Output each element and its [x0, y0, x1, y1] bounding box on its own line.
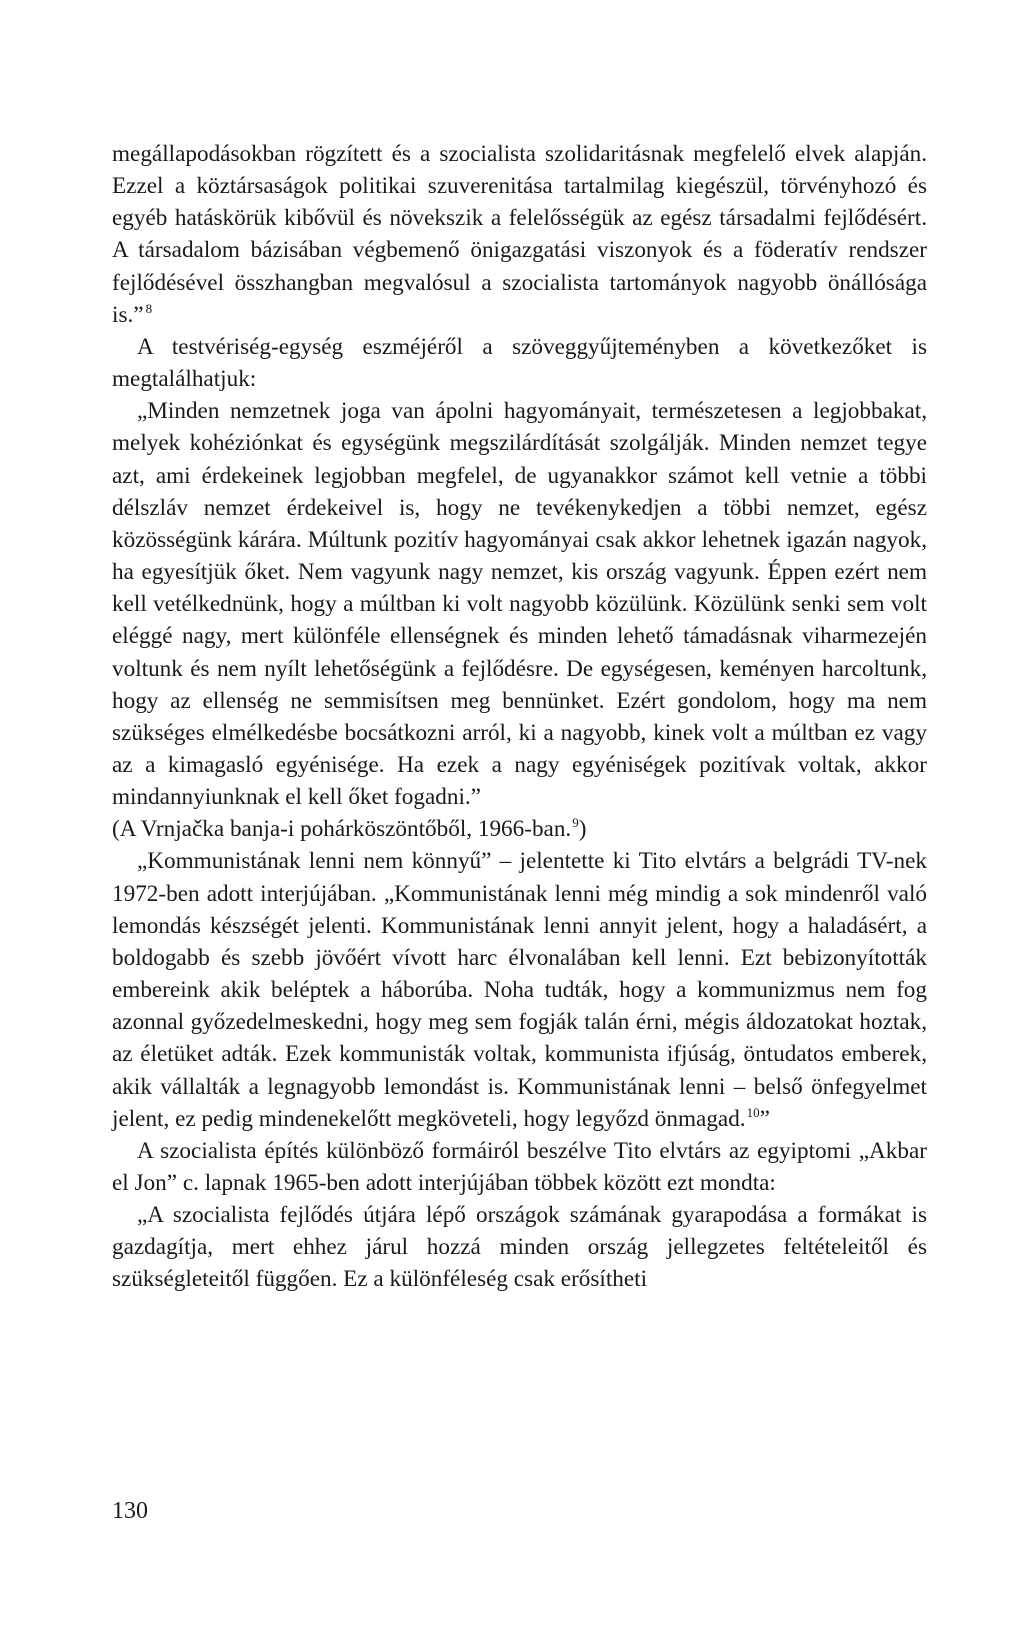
footnote-marker: 8 [145, 300, 153, 316]
citation-text: (A Vrnjačka banja-i pohárköszöntőből, 1966-ban. [112, 816, 572, 843]
paragraph-quote-kommunista [112, 845, 927, 1134]
body-text [112, 138, 927, 1296]
paragraph-quote-nemzet [112, 395, 927, 813]
citation-close: ) [578, 816, 587, 843]
paragraph-text: A szocialista építés különböző formáiról beszélve Tito elvtárs az egyiptomi „Akbar el Jon” c. lapnak 1965-ben adott interjújában többek között ezt mondta: [112, 1137, 927, 1196]
footnote-marker: 9 [572, 815, 579, 831]
page-number: 130 [112, 1498, 148, 1524]
paragraph-szocialista-epites [112, 1135, 927, 1199]
paragraph-text: A testvériség-egység eszméjéről a szöveggyűjteményben a következőket is megtalálhatjuk: [112, 333, 927, 393]
footnote-marker: 10 [746, 1104, 760, 1120]
quote-close: ” [759, 1105, 770, 1132]
paragraph-continuation [112, 138, 927, 331]
paragraph-text: „Minden nemzetnek joga van ápolni hagyományait, természetesen a legjobbakat, melyek kohéziónkat és egységünk megszilárdítását szolgálják. Minden nemzet tegye azt, ami érdekeinek legjobban megfelel, de ugyanakkor számot kell vetnie a többi délszláv nemzet érdekeivel is, hogy ne tevékenykedjen a többi nemzet, egész közösségünk kárára. Múltunk pozitív hagyományai csak akkor lehetnek igazán nagyok, ha egyesítjük őket. Nem vagyunk nagy nemzet, kis ország vagyunk. Éppen ezért nem kell vetélkednünk, hogy a múltban ki volt nagyobb közülünk. Közülünk senki sem volt eléggé nagy, mert különféle ellenségnek és minden lehető támadásnak viharmezején voltunk és nem nyílt lehetőségünk a fejlődésre. De egységesen, keményen harcoltunk, hogy az ellenség ne semmisítsen meg bennünket. Ezért gondolom, hogy ma nem szükséges elmélkedésbe bocsátkozni arról, ki a nagyobb, kinek volt a múltban ez vagy az a kimagasló egyénisége. Ha ezek a nagy egyéniségek pozitívak voltak, akkor mindannyiunknak el kell őket fogadni.” [112, 398, 927, 811]
paragraph-testveriseg [112, 331, 927, 395]
paragraph-quote-fejlodes [112, 1199, 927, 1295]
paragraph-text: „A szocialista fejlődés útjára lépő országok számának gyarapodása a formákat is gazdagítja, mert ehhez járul hozzá minden ország jellegzetes feltételeitől és szükségleteitől függően. Ez a különféleség csak erősítheti [112, 1202, 927, 1293]
paragraph-source-citation [112, 813, 927, 845]
paragraph-text: megállapodásokban rögzített és a szocialista szolidaritásnak megfelelő elvek alapján. Ezzel a köztársaságok politikai szuverenitása tartalmilag kiegészül, törvényhozó és egyéb hatáskörük kibővül és növekszik a felelősségük az egész társadalmi fejlődésért. A társadalom bázisában végbemenő önigazgatási viszonyok és a föderatív rendszer fejlődésével összhangban megvalósul a szocialista tartományok nagyobb önállósága is.” [112, 141, 927, 328]
paragraph-text: „Kommunistának lenni nem könnyű” – jelentette ki Tito elvtárs a belgrádi TV-nek 1972-ben adott interjújában. „Kommunistának lenni még mindig a sok mindenről való lemondás készségét jelenti. Kommunistának lenni annyit jelent, hogy a haladásért, a boldogabb és szebb jövőért vívott harc élvonalában kell lenni. Ezt bebizonyították embereink akik beléptek a háborúba. Noha tudták, hogy a kommunizmus nem fog azonnal győzedelmeskedni, hogy meg sem fogják talán érni, mégis áldozatokat hoztak, az életüket adták. Ezek kommunisták voltak, kommunista ifjúság, öntudatos emberek, akik vállalták a legnagyobb lemondást is. Kommunistának lenni – belső önfegyelmet jelent, ez pedig mindenekelőtt megköveteli, hogy legyőzd önmagad. [112, 848, 927, 1132]
